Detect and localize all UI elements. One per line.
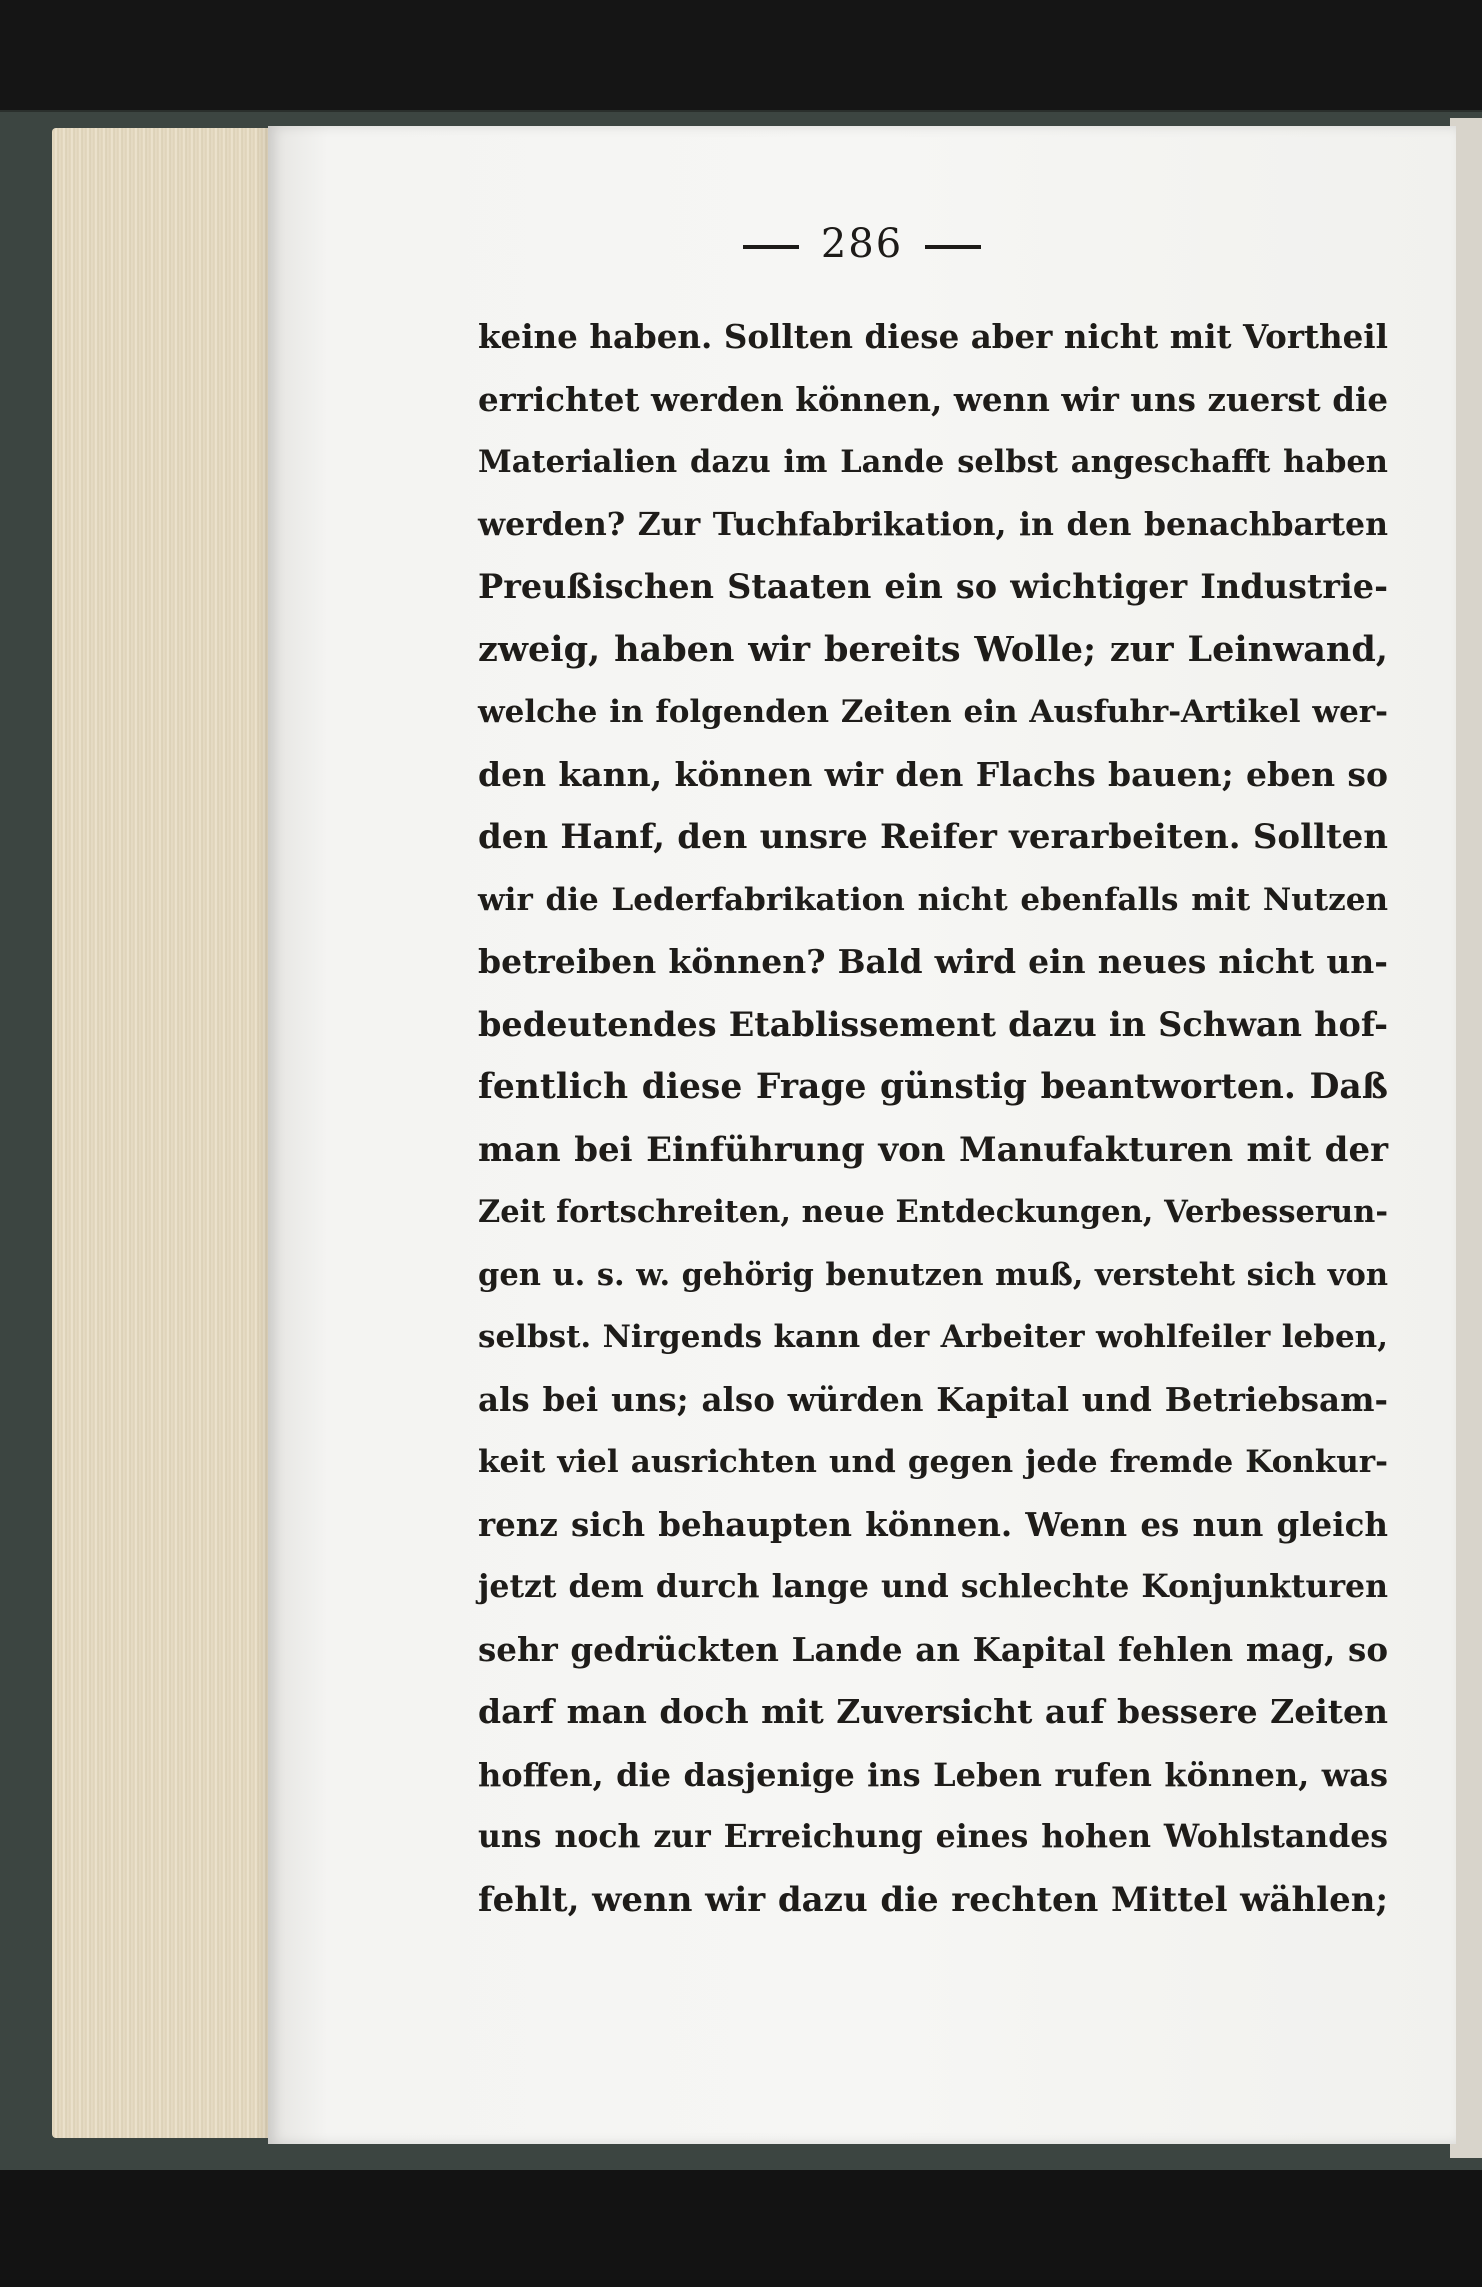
text-line: darf man doch mit Zuversicht auf bessere Zeiten	[478, 1692, 1388, 1731]
header-dash-left	[743, 245, 799, 249]
text-line: zweig, haben wir bereits Wolle; zur Leinwand,	[478, 628, 1388, 670]
text-line: gen u. s. w. gehörig benutzen muß, versteht sich von	[478, 1256, 1388, 1293]
text-line: betreiben können? Bald wird ein neues nicht un-	[478, 942, 1388, 981]
text-line: Zeit fortschreiten, neue Entdeckungen, Verbesserun-	[478, 1194, 1388, 1230]
text-line: fentlich diese Frage günstig beantworten. Daß	[478, 1067, 1388, 1107]
text-line: sehr gedrückten Lande an Kapital fehlen mag, so	[478, 1629, 1388, 1669]
text-line: jetzt dem durch lange und schlechte Konjunkturen	[478, 1568, 1388, 1605]
body-text	[478, 306, 1388, 1931]
text-line: bedeutendes Etablissement dazu in Schwan hof-	[478, 1004, 1388, 1044]
text-line: uns noch zur Erreichung eines hohen Wohlstandes	[478, 1818, 1388, 1855]
text-line: werden? Zur Tuchfabrikation, in den benachbarten	[478, 505, 1388, 543]
text-line: den kann, können wir den Flachs bauen; eben so	[478, 754, 1388, 794]
text-line: fehlt, wenn wir dazu die rechten Mittel wählen;	[478, 1879, 1388, 1920]
text-line: keine haben. Sollten diese aber nicht mit Vortheil	[478, 317, 1388, 356]
text-line: errichtet werden können, wenn wir uns zuerst die	[478, 379, 1388, 419]
text-line: als bei uns; also würden Kapital und Betriebsam-	[478, 1379, 1388, 1419]
text-line: Preußischen Staaten ein so wichtiger Industrie-	[478, 567, 1388, 606]
book-page	[268, 126, 1456, 2144]
page-header	[268, 221, 1456, 267]
text-line: welche in folgenden Zeiten ein Ausfuhr-Artikel wer-	[478, 694, 1388, 730]
text-line: keit viel ausrichten und gegen jede fremde Konkur-	[478, 1444, 1388, 1480]
header-dash-right	[925, 245, 981, 249]
text-line: Materialien dazu im Lande selbst angeschafft haben	[478, 444, 1388, 480]
text-line: wir die Lederfabrikation nicht ebenfalls mit Nutzen	[478, 881, 1388, 918]
text-line: hoffen, die dasjenige ins Leben rufen können, was	[478, 1755, 1388, 1794]
page-stack-edges	[52, 128, 284, 2138]
text-line: selbst. Nirgends kann der Arbeiter wohlfeiler leben,	[478, 1319, 1388, 1355]
background-surface	[0, 2170, 1482, 2287]
text-line: renz sich behaupten können. Wenn es nun gleich	[478, 1504, 1388, 1544]
text-line: man bei Einführung von Manufakturen mit der	[478, 1129, 1388, 1170]
text-line: den Hanf, den unsre Reifer verarbeiten. Sollten	[478, 817, 1388, 857]
page-number: 286	[820, 221, 904, 267]
